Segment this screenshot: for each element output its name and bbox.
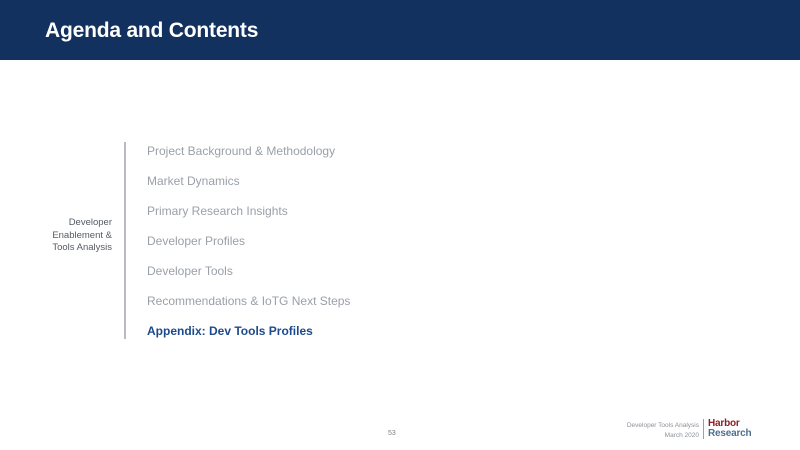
footer-divider xyxy=(703,419,704,439)
logo-line1: Harbor xyxy=(708,418,740,429)
agenda-item[interactable]: Recommendations & IoTG Next Steps xyxy=(147,294,351,308)
logo-line2: Research xyxy=(708,428,752,439)
agenda-item[interactable]: Developer Profiles xyxy=(147,234,246,248)
agenda-item[interactable]: Market Dynamics xyxy=(147,174,240,188)
slide-title: Agenda and Contents xyxy=(45,19,259,42)
footer-meta xyxy=(627,421,699,441)
agenda-item[interactable]: Project Background & Methodology xyxy=(147,144,336,158)
harbor-research-logo xyxy=(708,419,751,439)
section-label-line: Tools Analysis xyxy=(52,242,112,253)
agenda-list xyxy=(147,143,350,353)
agenda-item[interactable]: Developer Tools xyxy=(147,264,233,278)
vertical-divider xyxy=(124,142,126,339)
slide-header xyxy=(0,0,800,60)
section-label xyxy=(22,217,112,255)
section-label-line: Enablement & xyxy=(52,229,112,241)
agenda-item[interactable]: Primary Research Insights xyxy=(147,204,288,218)
page-number: 53 xyxy=(388,430,396,437)
report-date: March 2020 xyxy=(664,432,699,439)
section-label-line: Developer xyxy=(68,217,112,228)
agenda-item-active[interactable]: Appendix: Dev Tools Profiles xyxy=(147,324,313,338)
report-name: Developer Tools Analysis xyxy=(626,422,699,429)
